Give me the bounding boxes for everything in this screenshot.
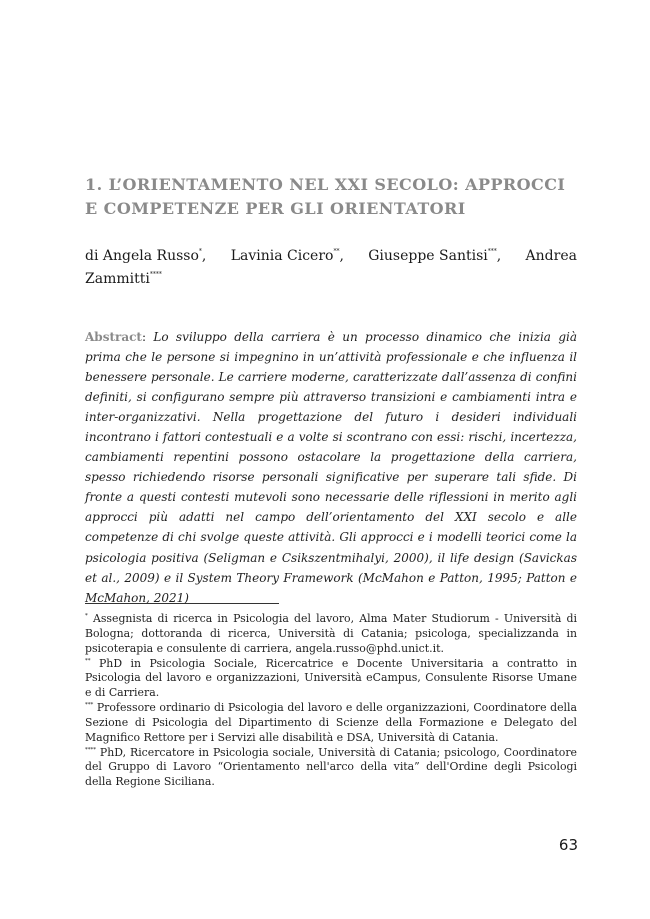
footnote-separator [85,603,279,604]
footnote-3: *** Professore ordinario di Psicologia del lavoro e delle organizzazioni, Coordinatore della Sezione di Psicologia del Dipartimento di Scienze della Formazione e Delegato del Magnifico Rettore per i Servizi alle disabilità e DSA, Università di Catania. [85,701,577,744]
footnote-marker-4: **** [149,271,162,278]
chapter-title-line-1: 1. L’ORIENTAMENTO NEL XXI SECOLO: APPROCCI [85,175,566,194]
footnote-2: ** PhD in Psicologia Sociale, Ricercatrice e Docente Universitaria a contratto in Psicologia del lavoro e organizzazioni, Università eCampus, Consulente Risorse Umane e di Carriera. [85,656,577,700]
abstract: Abstract: Lo sviluppo della carriera è un processo dinamico che inizia già prima che le persone si impegnino in un’attività professionale e che influenza il benessere personale. Le carriere moderne, caratterizzate dall’assenza di confini definiti, si configurano sempre più attraverso transizioni e cambiamenti intra e inter-organizzativi. Nella progettazione del futuro i desideri individuali incontrano i fattori contestuali e a volte si scontrano con essi: rischi, incertezza, cambiamenti repentini possono ostacolare la progettazione della carriera, spesso richiedendo risorse personali significative per superare tali sfide. Di fronte a questi contesti mutevoli sono necessarie delle riflessioni in merito agli approcci più adatti nel campo dell’orientamento del XXI secolo e alle competenze di chi svolge queste attività. Gli approcci e i modelli teorici come la psicologia positiva (Seligman e Csikszentmihalyi, 2000), il life design (Savickas et al., 2009) e il System Theory Framework (McMahon e Patton, 1995; Patton e McMahon, 2021) [85,330,578,605]
footnote-marker-2: ** [333,248,340,255]
abstract-text: Lo sviluppo della carriera è un processo dinamico che inizia già prima che le persone si impegnino in un’attività professionale e che influenza il benessere personale. Le carriere moderne, caratterizzate dall’assenza di confini definiti, si configurano sempre più attraverso transizioni e cambiamenti intra e inter-organizzativi. Nella progettazione del futuro i desideri individuali incontrano i fattori contestuali e a volte si scontrano con essi: rischi, incertezza, cambiamenti repentini possono ostacolare la progettazione della carriera, spesso richiedendo risorse personali significative per superare tali sfide. Di fronte a questi contesti mutevoli sono necessarie delle riflessioni in merito agli approcci più adatti nel campo dell’orientamento del XXI secolo e alle competenze di chi svolge queste attività. Gli approcci e i modelli teorici come la psicologia positiva (Seligman e Csikszentmihalyi, 2000), il life design (Savickas et al., 2009) e il System Theory Framework (McMahon e Patton, 1995; Patton e McMahon, 2021) [85,330,578,605]
footnotes [85,612,577,790]
author-1: di Angela Russo*, [85,248,207,264]
author-4-last: Zammitti**** [85,271,162,287]
author-3: Giuseppe Santisi***, [368,248,502,264]
footnote-marker-1: * [198,248,202,255]
page-number: 63 [558,836,578,854]
abstract-label: Abstract [85,330,142,344]
chapter-title [85,173,575,221]
footnote-1: * Assegnista di ricerca in Psicologia del lavoro, Alma Mater Studiorum - Università di Bologna; dottoranda di ricerca, Università di Catania; psicologa, specializzanda in psicoterapia e consulente di carriera, angela.russo@phd.unict.it. [85,612,577,655]
footnote-marker-3: *** [487,248,497,255]
footnote-4: **** PhD, Ricercatore in Psicologia sociale, Università di Catania; psicologo, Coordinatore del Gruppo di Lavoro “Orientamento nell'arco della vita” dell'Ordine degli Psicologi della Regione Siciliana. [85,745,577,789]
chapter-title-line-2: E COMPETENZE PER GLI ORIENTATORI [85,199,466,218]
author-2: Lavinia Cicero**, [230,248,344,264]
author-4-first: Andrea [525,248,577,264]
author-list [85,245,577,291]
